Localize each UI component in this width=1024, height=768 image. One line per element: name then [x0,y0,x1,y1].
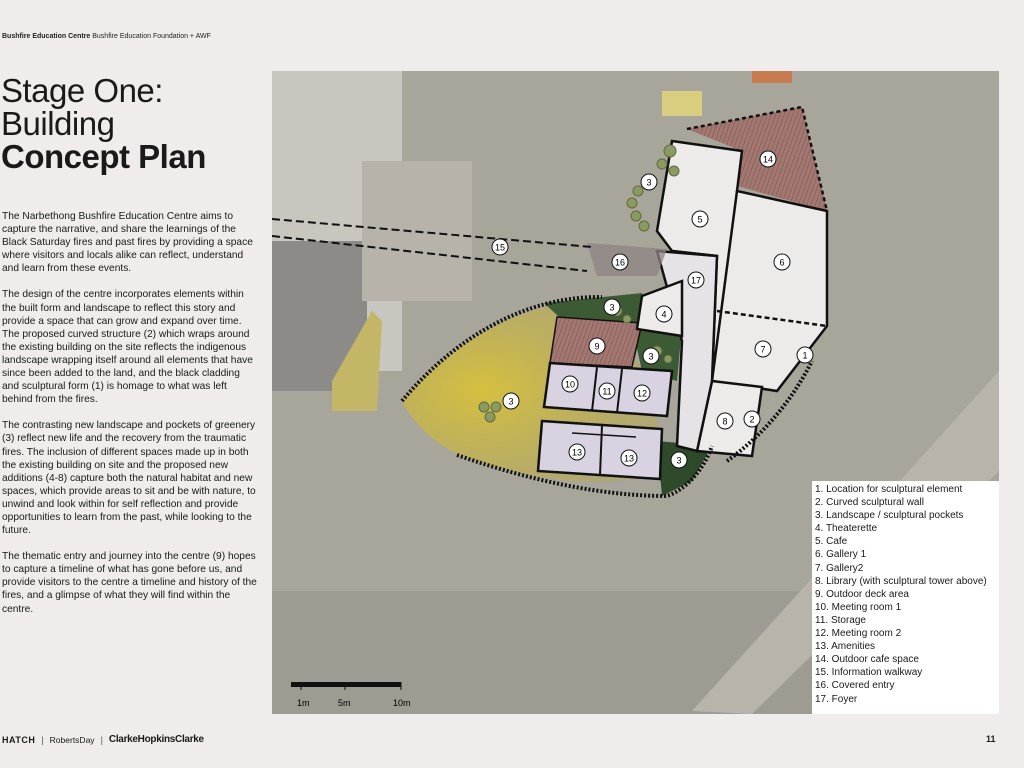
plan-label: 4 [661,309,667,320]
scale-label-5: 5m [338,698,351,706]
logo-separator: | [100,734,103,745]
hatch-logo: HATCH [2,734,36,745]
vehicle [752,71,792,83]
legend-list [815,483,999,706]
plan-label: 3 [508,396,514,407]
legend-item: 14. Outdoor cafe space [815,654,919,666]
plan-label: 13 [623,453,635,464]
plan-label: 13 [571,447,583,458]
plan-label: 12 [636,388,648,399]
plan-label: 6 [779,257,785,268]
plan-label: 9 [594,341,600,352]
chc-logo: ClarkeHopkinsClarke [108,734,204,745]
scale-label-1: 1m [297,698,310,706]
legend-item: 17. Foyer [815,693,858,705]
plan-label: 15 [494,242,506,253]
plan-label: 8 [722,416,728,427]
paragraph: The thematic entry and journey into the centre (9) hopes to capture a timeline of what has gone before us, and provide visitors to the centre a timeline and history of the fires, and a glimpse of what they will find within the centre. [2,551,257,615]
legend-item: 6. Gallery 1 [815,549,867,561]
footer-logos [2,734,204,745]
title-line-2: Building [1,105,115,142]
legend-item: 3. Landscape / sculptural pockets [815,510,964,522]
paragraph: The design of the centre incorporates elements within the built form and landscape to reflect this story and provide a space that can grow and expand over time. The proposed curved structure (2) which wraps around the existing building on the site reflects the indigenous landscape wrapping itself around all elements that have since been added to the land, and the black cladding and sculptural form (1) is homage to what was left behind from the fires. [2,289,253,406]
plan-label: 3 [676,455,682,466]
plan-label: 5 [697,214,703,225]
legend-item: 15. Information walkway [815,667,923,679]
plan-label: 11 [602,386,612,397]
plan-label: 3 [648,351,654,362]
legend-item: 7. Gallery2 [815,562,864,574]
legend-item: 9. Outdoor deck area [815,588,909,600]
plan-label: 3 [646,177,652,188]
scale-bar [291,682,411,706]
page-title [1,74,206,173]
scale-label-10: 10m [393,698,411,706]
header-project: Bushfire Education Centre [2,33,91,40]
plan-label: 7 [760,344,766,355]
paragraph: The contrasting new landscape and pockets of greenery (3) reflect new life and the recovery from the traumatic fires. The inclusion of different spaces made up in both the existing building on site and the proposed new additions (4-8) capture both the natural habitat and new spaces, which provide areas to sit and be with nature, to unwind and look within for self reflection and provide opportunities to learn from the past, while looking to the future. [2,420,256,537]
legend-item: 8. Library (with sculptural tower above) [815,575,987,587]
title-line-1: Stage One: [1,72,163,109]
plan-label: 3 [609,302,615,313]
scale-bar-graphic [291,682,411,706]
plan-label: 1 [802,350,808,361]
plan-label: 16 [614,257,626,268]
legend [812,481,999,714]
legend-item: 13. Amenities [815,641,876,653]
robertsday-logo: RobertsDay [49,734,95,745]
legend-item: 12. Meeting room 2 [815,628,902,640]
legend-item: 16. Covered entry [815,680,895,692]
plan-label: 14 [762,154,774,165]
legend-item: 10. Meeting room 1 [815,601,902,613]
legend-item: 1. Location for sculptural element [815,484,963,495]
plan-label: 17 [690,275,702,286]
logo-separator: | [41,734,44,745]
legend-item: 11. Storage [815,614,866,626]
header [2,33,211,40]
paragraph: The Narbethong Bushfire Education Centre aims to capture the narrative, and share the learnings of the Black Saturday fires and past fires by providing a space where visitors and locals alike can reflect, understand and learn from these events. [2,211,253,275]
legend-item: 4. Theaterette [815,523,878,535]
header-client: Bushfire Education Foundation + AWF [92,33,211,40]
plan-label: 2 [749,414,755,425]
title-line-3: Concept Plan [1,138,206,175]
plan-label: 10 [564,379,576,390]
body-text [2,210,258,629]
legend-item: 2. Curved sculptural wall [815,497,924,509]
legend-item: 5. Cafe [815,536,848,548]
vehicle [662,91,702,116]
page-number: 11 [986,734,996,744]
